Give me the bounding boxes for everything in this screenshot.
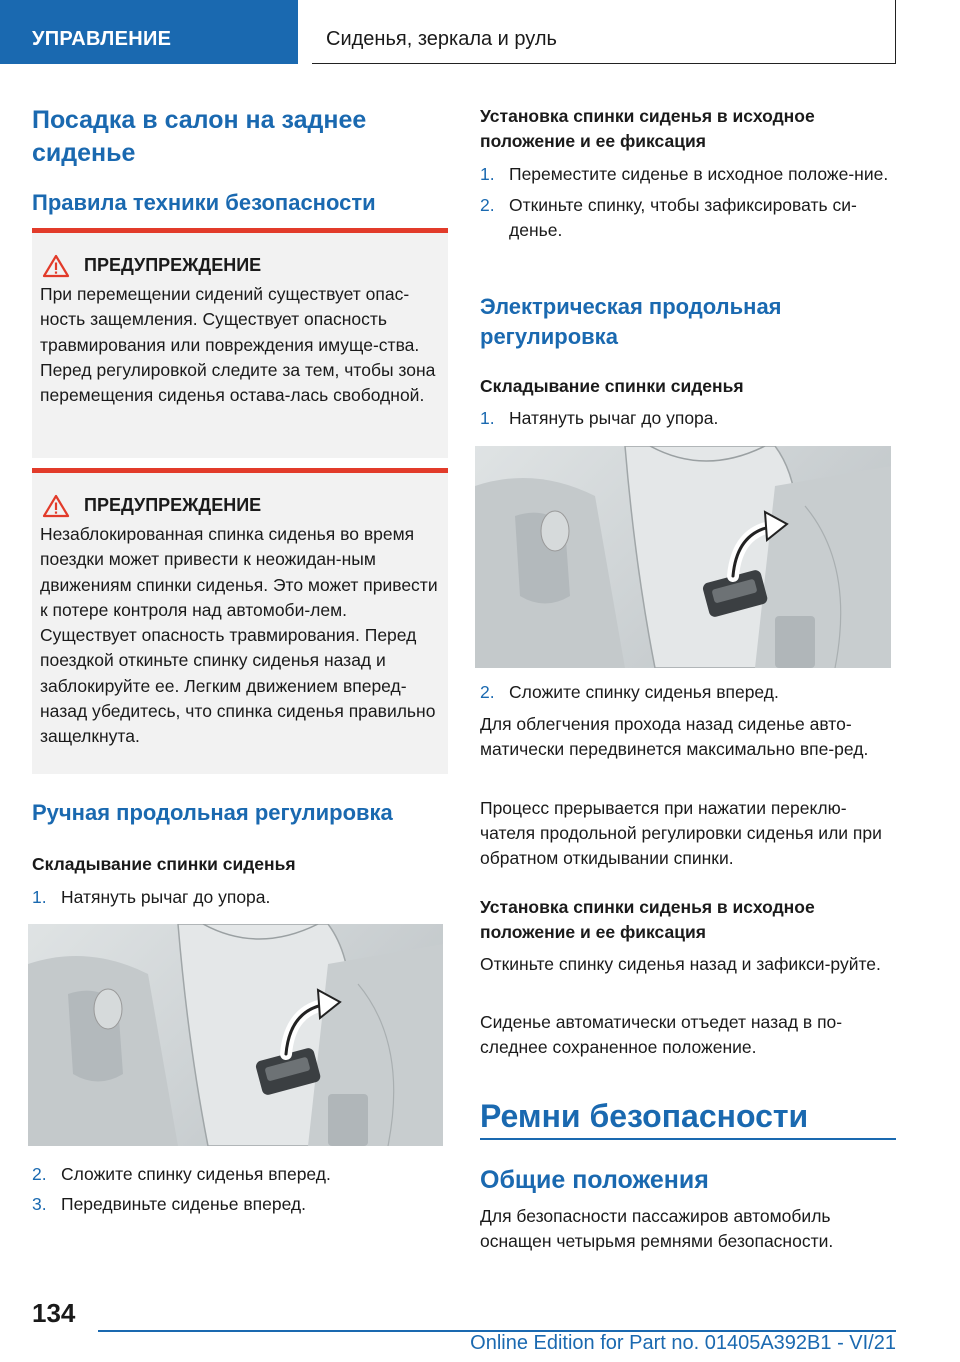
safety-subtitle: Правила техники безопасности	[32, 190, 376, 215]
warning-box-backrest	[32, 468, 448, 774]
edition-note: Online Edition for Part no. 01405A392B1 - VI/21	[470, 1332, 896, 1354]
section-tab	[0, 0, 298, 64]
reset-steps-list	[480, 162, 896, 243]
seat-lever-illustration	[475, 446, 891, 668]
page-number: 134	[32, 1298, 76, 1328]
section-divider	[480, 1138, 896, 1140]
list-item: 1. Натянуть рычаг до упора.	[32, 887, 271, 907]
steps-list-a	[32, 885, 448, 910]
warning-box-pinch	[32, 228, 448, 458]
paragraph-belts: Для безопасности пассажиров автомобиль оснащен четырьмя ремнями безопасности.	[480, 1206, 834, 1251]
reset-heading-2: Установка спинки сиденья в исходное положение и ее фиксация	[480, 897, 815, 942]
chapter-title: Сиденья, зеркала и руль	[326, 28, 557, 50]
general-heading: Общие положения	[480, 1166, 709, 1194]
warning-text: При перемещении сидений существует опас-ность защемления. Существует опасность травмирования или повреждения имуще-ства. Перед регулировкой следите за тем, чтобы зона перемещения сиденья остава-лась свободной.	[40, 284, 436, 406]
electric-adjust-heading: Электрическая продольная регулировка	[480, 294, 782, 349]
list-item: 2. Откиньте спинку, чтобы зафиксировать си-денье.	[480, 195, 857, 240]
manual-adjust-heading: Ручная продольная регулировка	[32, 800, 393, 825]
list-item: 2. Сложите спинку сиденья вперед.	[480, 682, 779, 702]
seat-lever-illustration	[28, 924, 443, 1146]
fold-heading: Складывание спинки сиденья	[32, 854, 296, 874]
paragraph-interrupt: Процесс прерывается при нажатии переклю-чателя продольной регулировки сиденья или при обратном откидывании спинки.	[480, 798, 882, 868]
paragraph-return: Сиденье автоматически отъедет назад в по-следнее сохраненное положение.	[480, 1012, 843, 1057]
steps-list-b	[32, 1162, 448, 1217]
list-item: 2. Сложите спинку сиденья вперед.	[32, 1164, 331, 1184]
fold-heading: Складывание спинки сиденья	[480, 376, 744, 396]
paragraph-fold-back: Откиньте спинку сиденья назад и зафикси-руйте.	[480, 954, 881, 974]
warning-triangle-icon	[42, 494, 70, 518]
reset-heading: Установка спинки сиденья в исходное положение и ее фиксация	[480, 106, 815, 151]
page-title: Посадка в салон на заднее сиденье	[32, 106, 367, 167]
list-item: 1. Натянуть рычаг до упора.	[480, 408, 719, 428]
warning-label: ПРЕДУПРЕЖДЕНИЕ	[84, 495, 262, 515]
steps-list-a	[480, 406, 896, 431]
steps-list-b	[480, 680, 896, 705]
section-title: УПРАВЛЕНИЕ	[32, 28, 172, 50]
chapter-tab	[312, 0, 896, 64]
list-item: 3. Передвиньте сиденье вперед.	[32, 1194, 307, 1214]
paragraph-auto-move: Для облегчения прохода назад сиденье авто-матически передвинется максимально впе-ред.	[480, 714, 869, 759]
warning-text: Незаблокированная спинка сиденья во время поездки может привести к неожидан-ным движениям спинки сиденья. Это может привести к потере контроля над автомоби-лем. Существует опасность травмирования. Перед поездкой откиньте спинку сиденья назад и заблокируйте ее. Легким движением вперед-назад убедитесь, что спинка сиденья правильно защелкнута.	[40, 524, 438, 747]
list-item: 1. Переместите сиденье в исходное положе-ние.	[480, 164, 889, 184]
warning-label: ПРЕДУПРЕЖДЕНИЕ	[84, 255, 262, 275]
seat-belts-heading: Ремни безопасности	[480, 1098, 809, 1134]
warning-triangle-icon	[42, 254, 70, 278]
